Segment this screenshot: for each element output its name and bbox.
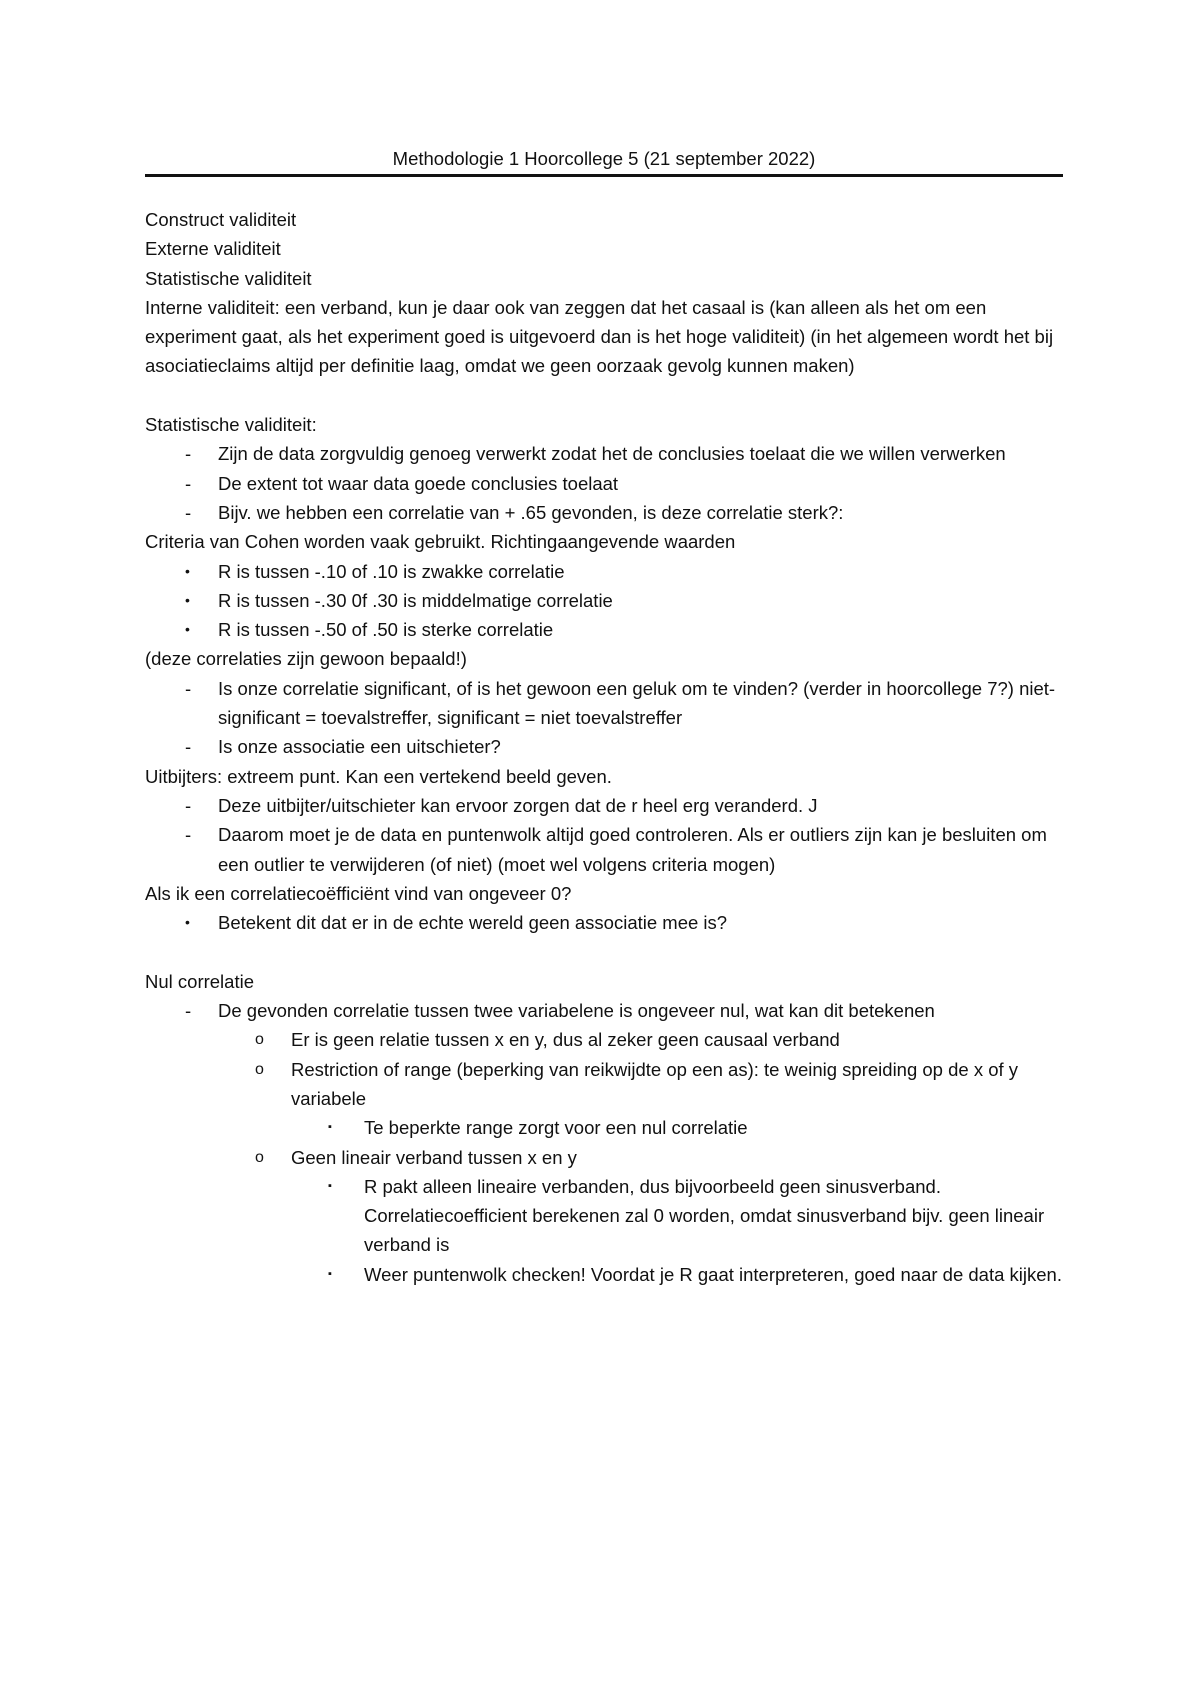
- list-item-text: De gevonden correlatie tussen twee variabelene is ongeveer nul, wat kan dit betekenen: [218, 1000, 935, 1022]
- square-bullet: ▪: [328, 1121, 332, 1134]
- list-item: [145, 1055, 1063, 1114]
- paragraph: Statistische validiteit: [145, 267, 312, 289]
- list-item: [145, 586, 1063, 615]
- list-item-text: R is tussen -.50 of .50 is sterke correlatie: [218, 619, 554, 641]
- list-item-text: R is tussen -.10 of .10 is zwakke correlatie: [218, 560, 565, 582]
- paragraph: Uitbijters: extreem punt. Kan een vertekend beeld geven.: [145, 765, 612, 787]
- dash-bullet: -: [185, 443, 192, 465]
- paragraph: (deze correlaties zijn gewoon bepaald!): [145, 648, 467, 670]
- list-item: [145, 908, 1063, 937]
- list-item-text: Zijn de data zorgvuldig genoeg verwerkt zodat het de conclusies toelaat die we willen verwerken: [218, 443, 1006, 465]
- blank-line: [145, 381, 1063, 410]
- list-item-text: Is onze correlatie significant, of is het gewoon een geluk om te vinden? (verder in hoorcollege 7?) niet-significant = toevalstreffer, significant = niet toevalstreffer: [218, 677, 1056, 729]
- dot-bullet: •: [185, 591, 190, 608]
- dash-bullet: -: [185, 472, 192, 494]
- list-item: [145, 557, 1063, 586]
- list-item: [145, 1025, 1063, 1054]
- dash-bullet: -: [185, 824, 192, 846]
- paragraph: Interne validiteit: een verband, kun je daar ook van zeggen dat het casaal is (kan alleen als het om een experiment gaat, als het experiment goed is uitgevoerd dan is het hoge validiteit) (in het algemeen wordt het bij asociatieclaims altijd per definitie laag, omdat we geen oorzaak gevolg kunnen maken): [145, 296, 1054, 377]
- list-item: [145, 1143, 1063, 1172]
- list-item-text: Is onze associatie een uitschieter?: [218, 736, 501, 758]
- dash-bullet: -: [185, 501, 192, 523]
- dash-bullet: -: [185, 1000, 192, 1022]
- list-item: [145, 498, 1063, 527]
- list-item-text: Weer puntenwolk checken! Voordat je R gaat interpreteren, goed naar de data kijken.: [364, 1263, 1062, 1285]
- circle-bullet: o: [255, 1060, 264, 1078]
- document-title: Methodologie 1 Hoorcollege 5 (21 september 2022): [145, 146, 1063, 177]
- paragraph: Nul correlatie: [145, 970, 254, 992]
- list-item-text: Bijv. we hebben een correlatie van + .65 gevonden, is deze correlatie sterk?:: [218, 501, 844, 523]
- list-item-text: Geen lineair verband tussen x en y: [291, 1146, 577, 1168]
- list-item-text: Betekent dit dat er in de echte wereld geen associatie mee is?: [218, 912, 728, 934]
- dash-bullet: -: [185, 736, 192, 758]
- paragraph: Als ik een correlatiecoëfficiënt vind van ongeveer 0?: [145, 882, 572, 904]
- list-item-text: Restriction of range (beperking van reikwijdte op een as): te weinig spreiding op de x of y variabele: [291, 1058, 1019, 1109]
- list-item: [145, 1172, 1063, 1260]
- dash-bullet: -: [185, 794, 192, 816]
- dot-bullet: •: [185, 621, 190, 638]
- list-item: [145, 996, 1063, 1025]
- blank-line: [145, 937, 1063, 966]
- list-item-text: De extent tot waar data goede conclusies toelaat: [218, 472, 619, 494]
- list-item: [145, 469, 1063, 498]
- dot-bullet: •: [185, 914, 190, 931]
- list-item-text: R pakt alleen lineaire verbanden, dus bijvoorbeeld geen sinusverband. Correlatiecoefficient berekenen zal 0 worden, omdat sinusverband bijv. geen lineair verband is: [364, 1175, 1045, 1256]
- list-item: [145, 732, 1063, 761]
- circle-bullet: o: [255, 1148, 264, 1166]
- list-item: [145, 820, 1063, 879]
- paragraph: Criteria van Cohen worden vaak gebruikt. Richtingaangevende waarden: [145, 531, 736, 553]
- paragraph: Statistische validiteit:: [145, 414, 317, 436]
- list-item-text: Te beperkte range zorgt voor een nul correlatie: [364, 1117, 748, 1139]
- list-item: [145, 439, 1063, 468]
- circle-bullet: o: [255, 1031, 264, 1049]
- dot-bullet: •: [185, 562, 190, 579]
- list-item: [145, 791, 1063, 820]
- document-page: [145, 146, 1063, 1289]
- list-item: [145, 615, 1063, 644]
- list-item-text: Er is geen relatie tussen x en y, dus al zeker geen causaal verband: [291, 1029, 840, 1051]
- list-item-text: R is tussen -.30 0f .30 is middelmatige correlatie: [218, 589, 613, 611]
- list-item: [145, 1113, 1063, 1142]
- dash-bullet: -: [185, 677, 192, 699]
- list-item: [145, 1260, 1063, 1289]
- document-body: [145, 205, 1063, 1289]
- paragraph: Externe validiteit: [145, 238, 281, 260]
- list-item: [145, 674, 1063, 733]
- square-bullet: ▪: [328, 1179, 332, 1192]
- list-item-text: Deze uitbijter/uitschieter kan ervoor zorgen dat de r heel erg veranderd. J: [218, 794, 818, 816]
- paragraph: Construct validiteit: [145, 209, 297, 230]
- list-item-text: Daarom moet je de data en puntenwolk altijd goed controleren. Als er outliers zijn kan je besluiten om een outlier te verwijderen (of niet) (moet wel volgens criteria mogen): [218, 824, 1047, 875]
- square-bullet: ▪: [328, 1267, 332, 1280]
